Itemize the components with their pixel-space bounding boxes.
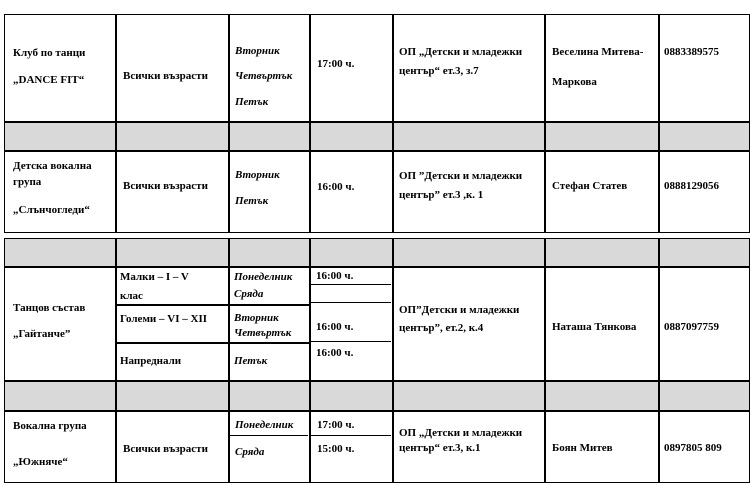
age-text: Всички възрасти	[123, 180, 208, 192]
leader-cell	[545, 151, 659, 233]
time-text: 16:00 ч.	[316, 270, 354, 282]
club-name-line: Танцов състав	[13, 302, 86, 314]
phone-cell	[659, 151, 750, 233]
time-text: 16:00 ч.	[317, 181, 355, 193]
time-text: 16:00 ч.	[316, 347, 354, 359]
age-line: клас	[120, 290, 143, 302]
phone-text: 0887097759	[664, 321, 719, 333]
leader-cell	[545, 14, 659, 122]
time-divider	[311, 302, 391, 303]
place-line: ОП „Детски и младежки	[399, 427, 523, 439]
phone-text: 0883389575	[664, 46, 719, 58]
age-cell	[116, 267, 229, 305]
club-name-line: Детска вокална	[13, 160, 92, 172]
time-divider	[311, 341, 391, 342]
days-cell	[229, 305, 310, 343]
day-text: Понеделник	[235, 419, 294, 431]
table-gap	[0, 0, 750, 14]
time-divider	[311, 284, 391, 285]
separator-cell	[4, 238, 116, 267]
day-text: Четвъртък	[234, 327, 292, 339]
days-cell	[229, 267, 310, 305]
days-cell	[229, 151, 310, 233]
days-cell	[229, 343, 310, 381]
separator-cell	[229, 122, 310, 151]
time-text: 15:00 ч.	[317, 443, 355, 455]
leader-line: Боян Митев	[552, 442, 613, 454]
club-name-line: група	[13, 176, 42, 188]
club-name-line: „Южняче“	[13, 456, 68, 468]
place-line: ОП”Детски и младежки	[399, 304, 520, 316]
day-text: Сряда	[235, 446, 265, 458]
age-cell	[116, 343, 229, 381]
phone-cell	[659, 267, 750, 381]
time-text: 16:00 ч.	[316, 321, 354, 333]
time-text: 17:00 ч.	[317, 58, 355, 70]
separator-cell	[393, 381, 545, 411]
age-text: Всички възрасти	[123, 70, 208, 82]
club-name-cell	[4, 411, 116, 483]
club-name-line: „Слънчогледи“	[13, 204, 90, 216]
separator-cell	[545, 238, 659, 267]
club-name-line: Вокална група	[13, 420, 87, 432]
age-line: Напреднали	[120, 355, 182, 367]
time-cell	[310, 151, 393, 233]
days-cell	[229, 411, 310, 483]
place-cell	[393, 14, 545, 122]
separator-cell	[393, 238, 545, 267]
leader-line: Маркова	[552, 76, 597, 88]
age-cell	[116, 305, 229, 343]
separator-cell	[545, 381, 659, 411]
club-name-line: Клуб по танци	[13, 47, 86, 59]
time-cell	[310, 411, 393, 483]
leader-line: Стефан Статев	[552, 180, 628, 192]
age-cell	[116, 151, 229, 233]
phone-cell	[659, 14, 750, 122]
day-text: Вторник	[234, 312, 279, 324]
day-text: Вторник	[235, 169, 280, 181]
separator-cell	[659, 381, 750, 411]
place-line: център“ ет.3, з.7	[399, 65, 479, 77]
separator-cell	[4, 122, 116, 151]
leader-cell	[545, 267, 659, 381]
day-text: Понеделник	[234, 271, 293, 283]
age-cell	[116, 14, 229, 122]
place-line: център”, ет.2, к.4	[399, 322, 484, 334]
day-text: Четвъртък	[235, 70, 293, 82]
club-name-cell	[4, 14, 116, 122]
separator-cell	[310, 122, 393, 151]
time-divider	[311, 435, 391, 436]
separator-cell	[310, 381, 393, 411]
time-cell	[310, 14, 393, 122]
age-line: Големи – VI – XII	[120, 313, 208, 325]
age-text: Всички възрасти	[123, 443, 208, 455]
age-line: Малки – I – V	[120, 271, 189, 283]
phone-cell	[659, 411, 750, 483]
separator-cell	[116, 122, 229, 151]
phone-text: 0897805 809	[664, 442, 722, 454]
place-line: център” ет.3 ,к. 1	[399, 189, 484, 201]
separator-cell	[4, 381, 116, 411]
day-text: Сряда	[234, 288, 264, 300]
separator-cell	[393, 122, 545, 151]
club-name-cell	[4, 151, 116, 233]
day-divider	[230, 435, 308, 436]
separator-cell	[229, 381, 310, 411]
place-line: ОП „Детски и младежки	[399, 46, 523, 58]
day-text: Петък	[235, 96, 269, 108]
phone-text: 0888129056	[664, 180, 719, 192]
leader-line: Наташа Тянкова	[552, 321, 637, 333]
separator-cell	[116, 238, 229, 267]
leader-line: Веселина Митева-	[552, 46, 644, 58]
days-cell	[229, 14, 310, 122]
place-cell	[393, 267, 545, 381]
separator-cell	[659, 238, 750, 267]
club-name-cell	[4, 267, 116, 381]
day-text: Петък	[235, 195, 269, 207]
place-line: ОП ”Детски и младежки	[399, 170, 523, 182]
time-text: 17:00 ч.	[317, 419, 355, 431]
day-text: Петък	[234, 355, 268, 367]
separator-cell	[229, 238, 310, 267]
club-name-line: „Гайтанче”	[13, 328, 71, 340]
club-name-line: „DANCE FIT“	[13, 74, 85, 86]
day-text: Вторник	[235, 45, 280, 57]
separator-cell	[310, 238, 393, 267]
age-cell	[116, 411, 229, 483]
place-cell	[393, 151, 545, 233]
leader-cell	[545, 411, 659, 483]
separator-cell	[659, 122, 750, 151]
place-cell	[393, 411, 545, 483]
separator-cell	[116, 381, 229, 411]
place-line: център“ ет.3, к.1	[399, 442, 481, 454]
time-cell	[310, 267, 393, 381]
separator-cell	[545, 122, 659, 151]
